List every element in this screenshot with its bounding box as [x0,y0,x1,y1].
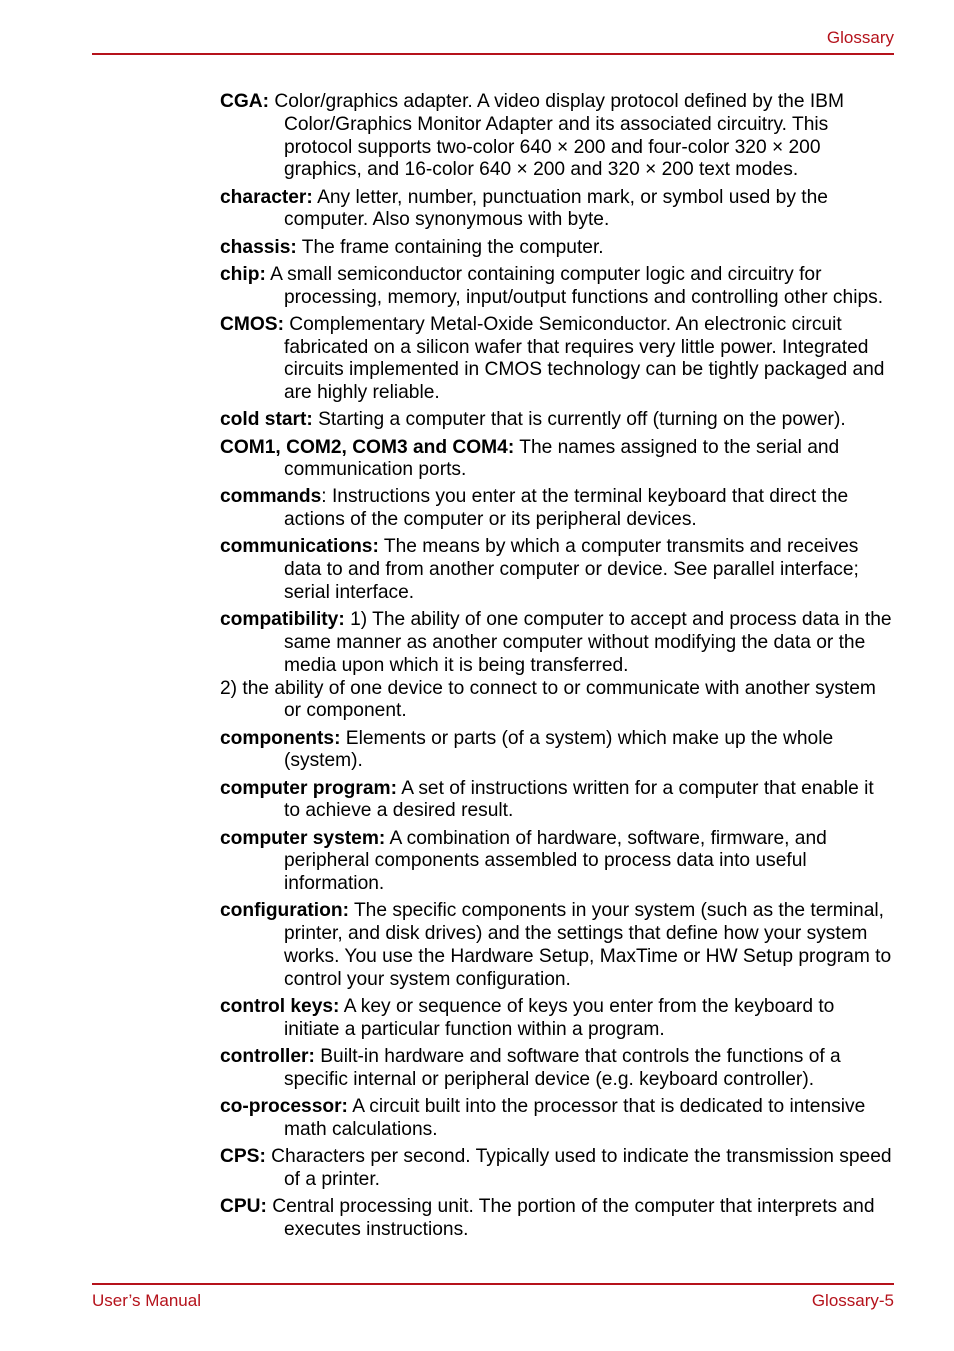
glossary-definition: Characters per second. Typically used to indicate the transmission speed of a printer. [265,1145,892,1190]
glossary-definition: Central processing unit. The portion of the computer that interprets and executes instructions. [266,1195,875,1240]
glossary-definition: The means by which a computer transmits and receives data to and from another computer or device. See parallel interface; serial interface. [284,536,859,604]
glossary-definition: A key or sequence of keys you enter from the keyboard to initiate a particular function within a program. [284,995,835,1040]
glossary-term: chassis: [220,236,297,258]
glossary-entry-co-processor [220,1096,894,1142]
glossary-definition: 1) The ability of one computer to accept and process data in the same manner as another computer without modifying the data or the media upon which it is being transferred. [284,609,892,676]
glossary-term: compatibility: [220,609,345,631]
glossary-definition: Elements or parts (of a system) which make up the whole (system). [284,727,834,772]
glossary-term: CPS: [220,1145,266,1167]
header-rule [92,53,894,55]
glossary-term: communications: [220,536,379,558]
glossary-term: character: [220,186,313,208]
glossary-term: CPU: [220,1195,267,1217]
glossary-definition: : Instructions you enter at the terminal keyboard that direct the actions of the computer or its peripheral devices. [284,486,849,531]
glossary-definition: A circuit built into the processor that is dedicated to intensive math calculations. [284,1095,866,1140]
glossary-entry-cpu [220,1196,894,1242]
glossary-definition: Complementary Metal-Oxide Semiconductor. An electronic circuit fabricated on a silicon wafer that requires very little power. Integrated circuits implemented in CMOS technology can be tightly packaged and are highly reliable. [283,313,885,404]
glossary-definition: The names assigned to the serial and communication ports. [284,436,840,481]
glossary-definition: A combination of hardware, software, firmware, and peripheral components assembled to process data into useful information. [284,827,827,895]
glossary-entry-configuration [220,900,894,991]
glossary-entry-cps [220,1146,894,1192]
glossary-list [220,91,894,1246]
glossary-entry-chassis [220,237,894,260]
glossary-definition-continued: 2) the ability of one device to connect to or communicate with another system or component. [220,677,876,722]
glossary-definition: The specific components in your system (such as the terminal, printer, and disk drives) and the settings that define how your system works. You use the Hardware Setup, MaxTime or HW Setup program to control your system configuration. [284,900,892,990]
glossary-entry-character [220,187,894,233]
glossary-term: components: [220,727,341,749]
glossary-entry-components [220,728,894,774]
glossary-term: controller: [220,1045,315,1067]
glossary-entry-commands [220,486,894,532]
header-title: Glossary [826,28,894,47]
glossary-entry-computer-system [220,828,894,896]
footer-manual-title: User’s Manual [92,1291,201,1310]
glossary-definition: The frame containing the computer. [296,236,604,258]
glossary-entry-cga [220,91,894,182]
footer-page-number: Glossary-5 [811,1291,894,1310]
glossary-term: co-processor: [220,1095,348,1117]
glossary-term: chip: [220,263,266,285]
glossary-term: COM1, COM2, COM3 and COM4: [220,436,515,458]
glossary-term: computer program: [220,777,397,799]
glossary-term: cold start: [220,409,313,431]
glossary-entry-cmos [220,314,894,405]
glossary-term: computer system: [220,827,386,849]
glossary-definition: Starting a computer that is currently off (turning on the power). [312,409,846,431]
glossary-definition: Any letter, number, punctuation mark, or symbol used by the computer. Also synonymous with byte. [284,186,828,231]
glossary-entry-com-ports [220,437,894,483]
glossary-definition: A set of instructions written for a computer that enable it to achieve a desired result. [284,777,874,822]
glossary-entry-control-keys [220,996,894,1042]
glossary-definition: Built-in hardware and software that controls the functions of a specific internal or peripheral device (e.g. keyboard controller). [284,1045,841,1090]
glossary-term: control keys: [220,995,340,1017]
glossary-term: commands [220,486,322,508]
glossary-term: CGA: [220,91,270,112]
glossary-term: configuration: [220,900,349,922]
glossary-entry-computer-program [220,778,894,824]
glossary-entry-cold-start [220,409,894,432]
glossary-term: CMOS: [220,313,284,335]
glossary-entry-chip [220,264,894,310]
glossary-definition: Color/graphics adapter. A video display protocol defined by the IBM Color/Graphics Monitor Adapter and its associated circuitry. This protocol supports two-color 640 × 200 and four-color 320 × 200 graphics, and 16-color 640 × 200 and 320 × 200 text modes. [269,91,844,181]
footer-rule [92,1283,894,1285]
glossary-entry-controller [220,1046,894,1092]
glossary-definition: A small semiconductor containing computer logic and circuitry for processing, memory, input/output functions and controlling other chips. [265,263,884,308]
glossary-entry-compatibility [220,609,894,723]
glossary-entry-communications [220,536,894,604]
